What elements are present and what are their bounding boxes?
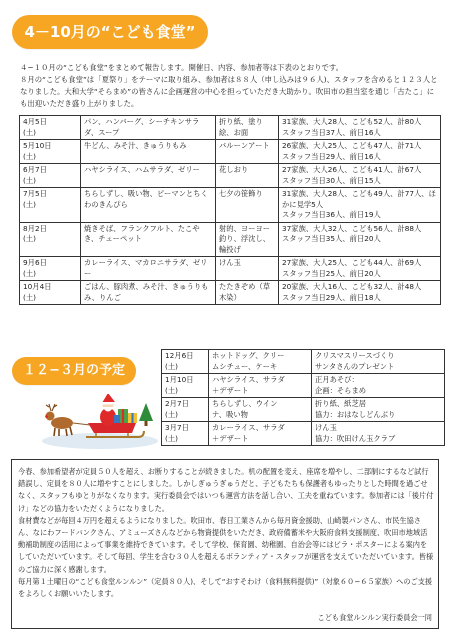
attendance-text: 31家族、大人28人、こども49人、計77人、ほかに見学5人: [282, 189, 436, 209]
past-events-table: [19, 115, 441, 305]
page-title: 4－10月の“こども食堂”: [12, 15, 208, 49]
attendance-text: スタッフ当日29人、前日16人: [282, 151, 381, 161]
date-text: (土): [23, 175, 36, 185]
date-text: (土): [23, 127, 36, 137]
table-row: [162, 398, 445, 422]
attendance-cell: [279, 188, 441, 223]
date-text: (土): [165, 433, 178, 443]
notes-paragraph-1: 今春、参加希望者が定員５０人を超え、お断りすることが続きました。机の配置を変え、座席を増やし、二部制にするなど試行錯誤し、定員を８０人に増やすことにしました。しかしぎゅうぎゅうだと、子どもたちも保護者もゆったりとした時間を過ごせなく、スタッフもゆとりがなくなります。実行委員会ではいつも運営方法を話し合い、工夫を重ねています。参加者には「後片付け」などの協力をいただくようになりました。: [18, 467, 434, 513]
table-row: [20, 222, 441, 257]
activity-cell: [312, 374, 445, 398]
activity-cell: 射的、ヨーヨー釣り、浮沈し、輪投げ: [216, 222, 279, 257]
attendance-cell: [279, 222, 441, 257]
attendance-text: スタッフ当日37人、前日16人: [282, 127, 381, 137]
intro-paragraph-1: ４−１０月の“こども食堂”をまとめて報告します。開催日、内容、参加者等は下表のとおりです。: [20, 63, 344, 72]
date-text: (土): [23, 292, 36, 302]
attendance-text: スタッフ当日25人、前日20人: [282, 268, 381, 278]
activity-cell: 折り紙、塗り絵、お面: [216, 116, 279, 140]
date-cell: [20, 188, 81, 223]
menu-cell: [209, 398, 312, 422]
date-cell: [20, 164, 81, 188]
reindeer-icon: [45, 404, 73, 436]
date-text: 12月6日: [165, 351, 194, 360]
activity-cell: [312, 398, 445, 422]
activity-cell: [312, 350, 445, 374]
schedule-table: [161, 349, 445, 446]
menu-cell: [209, 422, 312, 446]
table-row: [20, 257, 441, 281]
activity-text: 企画：そらまめ: [315, 385, 367, 395]
table-row: [20, 116, 441, 140]
attendance-cell: [279, 281, 441, 305]
menu-text: ちらしずし、ウイン: [212, 399, 278, 408]
attendance-text: 20家族、大人16人、こども32人、計48人: [282, 282, 422, 291]
table-row: [162, 422, 445, 446]
menu-text: ホットドッグ、クリー: [212, 351, 285, 360]
date-cell: [20, 140, 81, 164]
attendance-text: スタッフ当日30人、前日15人: [282, 175, 381, 185]
notes-paragraph-3: 毎月第１土曜日の“こども食堂ルンルン”（定員８０人)、そして“おすそわけ（食料無料提供)”（対象６０−６５家族）へのご支援をよろしくお願いいたします。: [18, 576, 433, 599]
notes-box: [11, 459, 439, 629]
date-text: 4月5日: [23, 117, 47, 126]
menu-cell: ちらしずし、吸い物、ピーマンとちくわのきんぴら: [81, 188, 216, 223]
activity-text: 正月あそび：: [315, 375, 359, 384]
table-row: [20, 281, 441, 305]
menu-text: ＋デザート: [212, 433, 249, 443]
activity-cell: 七夕の笹飾り: [216, 188, 279, 223]
date-cell: [162, 374, 209, 398]
activity-cell: バルーンアート: [216, 140, 279, 164]
menu-text: ハヤシライス、サラダ: [212, 375, 285, 384]
date-text: (土): [23, 199, 36, 209]
menu-text: ＋デザート: [212, 385, 249, 395]
menu-cell: パン、ハンバーグ、シーチキンサラダ、スープ: [81, 116, 216, 140]
date-cell: [162, 350, 209, 374]
signature: こども食堂ルンルン実行委員会一同: [317, 612, 432, 622]
attendance-text: 31家族、大人28人、こども52人、計80人: [282, 117, 422, 126]
notes-paragraph-2: 食材費などが毎回４万円を超えるようになりました。吹田市、春日工業さんから毎月資金援助、山崎製パンさん、市民生協さん、なにわフードバンクさん、アミューズさんなどから物資提供をいただき、政府備蓄米や大阪府食料支援制度、吹田市地域活動補助制度の活用によって事業を維持できています。そして学校、保育園、幼稚園、自治会等にはビラ・ポスターによる案内をしていただいています。そして毎回、学生を含む３０人を超えるボランティア・スタッフが運営を支えていただいています。皆様のご協力に深く感謝します。: [18, 515, 434, 574]
santa-sleigh-illustration: [40, 373, 158, 449]
attendance-cell: [279, 257, 441, 281]
table-row: [20, 140, 441, 164]
menu-text: カレーライス、サラダ: [212, 423, 285, 432]
menu-cell: 焼きそば、フランクフルト、たこやき、チューペット: [81, 222, 216, 257]
menu-cell: [209, 350, 312, 374]
attendance-text: 26家族、大人25人、こども47人、計71人: [282, 141, 422, 150]
attendance-text: 37家族、大人32人、こども56人、計88人: [282, 223, 422, 233]
activity-cell: けん玉: [216, 257, 279, 281]
date-text: 8月2日: [23, 223, 47, 233]
date-text: 5月10日: [23, 141, 52, 150]
activity-text: サンタさんのプレゼント: [315, 361, 395, 371]
menu-cell: 牛どん、みそ汁、きゅうりもみ: [81, 140, 216, 164]
date-text: (土): [23, 151, 36, 161]
attendance-text: 27家族、大人26人、こども41人、計67人: [282, 165, 422, 174]
date-cell: [162, 398, 209, 422]
menu-text: ムシチュー、ケーキ: [212, 361, 278, 371]
activity-cell: 花しおり: [216, 164, 279, 188]
date-text: (土): [165, 409, 178, 419]
table-row: [162, 374, 445, 398]
date-text: (土): [165, 385, 178, 395]
activity-text: 協力：吹田けん玉クラブ: [315, 433, 396, 443]
menu-cell: ハヤシライス、ハムサラダ、ゼリー: [81, 164, 216, 188]
menu-cell: [209, 374, 312, 398]
date-text: (土): [23, 268, 36, 278]
date-text: 7月5日: [23, 189, 47, 198]
intro-paragraph-2: ８月の“こども食堂”は「夏祭り」をテーマに取り組み、参加者は８８人（申し込みは９６人)、スタッフを含めると１２３人となりました。大和大学“そらまめ”の皆さんに企画運営の中心を担っていただき大助かり。吹田市の担当室を通じ「古たこ」にも出迎いただき盛り上がりました。: [20, 75, 438, 108]
activity-text: 協力：おはなしどんぶり: [315, 409, 396, 419]
date-text: 1月10日: [165, 375, 194, 384]
date-cell: [20, 281, 81, 305]
date-cell: [20, 116, 81, 140]
activity-cell: [312, 422, 445, 446]
activity-text: けん玉: [315, 423, 337, 432]
date-cell: [162, 422, 209, 446]
activity-text: クリスマスリースづくり: [315, 351, 395, 360]
date-text: 6月7日: [23, 165, 47, 174]
attendance-text: 27家族、大人25人、こども44人、計69人: [282, 258, 422, 267]
date-text: 9月6日: [23, 258, 47, 267]
date-text: (土): [165, 361, 178, 371]
date-text: (土): [23, 234, 36, 243]
attendance-text: スタッフ当日35人、前日20人: [282, 234, 381, 243]
attendance-text: スタッフ当日29人、前日18人: [282, 292, 381, 302]
intro-text: [20, 62, 440, 110]
menu-cell: ごはん、豚肉煮、みそ汁、きゅうりもみ、りんご: [81, 281, 216, 305]
attendance-cell: [279, 164, 441, 188]
presents-icon: [114, 409, 137, 423]
date-text: 2月7日: [165, 399, 189, 408]
attendance-cell: [279, 140, 441, 164]
christmas-tree-icon: [139, 403, 153, 426]
table-row: [20, 164, 441, 188]
date-text: 3月7日: [165, 423, 189, 432]
table-row: [20, 188, 441, 223]
schedule-title: １２−３月の予定: [12, 357, 136, 385]
menu-text: ナ、吸い物: [212, 409, 248, 419]
menu-cell: カレーライス、マカロニサラダ、ゼリー: [81, 257, 216, 281]
activity-text: 折り紙、紙芝居: [315, 399, 367, 408]
attendance-cell: [279, 116, 441, 140]
date-text: 10月4日: [23, 282, 52, 291]
date-cell: [20, 257, 81, 281]
attendance-text: スタッフ当日36人、前日19人: [282, 210, 381, 219]
santa-icon: [100, 390, 116, 426]
date-cell: [20, 222, 81, 257]
table-row: [162, 350, 445, 374]
activity-cell: たたきぞめ（草木染）: [216, 281, 279, 305]
